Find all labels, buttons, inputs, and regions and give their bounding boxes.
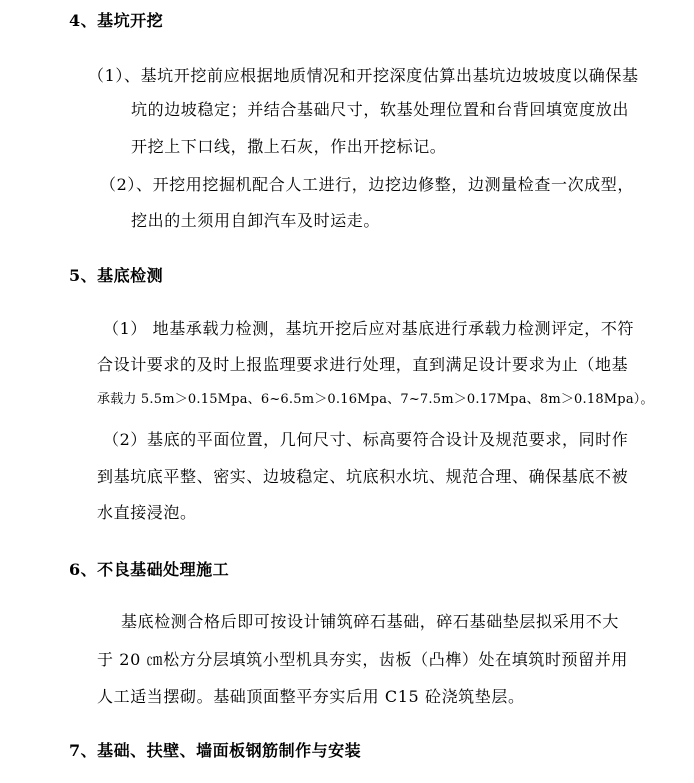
paragraph-line: 于 20 ㎝松方分层填筑小型机具夯实，齿板（凸榫）处在填筑时预留并用 — [97, 650, 628, 669]
paragraph-line: 水直接浸泡。 — [97, 503, 197, 522]
section-heading-5: 5、基底检测 — [69, 266, 164, 285]
paragraph-line: 到基坑底平整、密实、边坡稳定、坑底积水坑、规范合理、确保基底不被 — [97, 467, 629, 486]
paragraph-line: 人工适当摆砌。基础顶面整平夯实后用 C15 砼浇筑垫层。 — [97, 687, 525, 706]
paragraph-line: （2）、开挖用挖掘机配合人工进行，边挖边修整，边测量检查一次成型， — [100, 175, 634, 194]
paragraph-line: （1）、基坑开挖前应根据地质情况和开挖深度估算出基坑边坡坡度以确保基 — [88, 66, 639, 85]
section-heading-6: 6、不良基础处理施工 — [69, 560, 230, 579]
paragraph-line: 合设计要求的及时上报监理要求进行处理，直到满足设计要求为止（地基 — [97, 355, 629, 374]
paragraph-line: （1） 地基承载力检测，基坑开挖后应对基底进行承载力检测评定，不符 — [103, 319, 635, 338]
paragraph-line: （2）基底的平面位置，几何尺寸、标高要符合设计及规范要求，同时作 — [103, 430, 629, 449]
paragraph-line: 承载力 5.5m＞0.15Mpa、6~6.5m＞0.16Mpa、7~7.5m＞0.17Mpa、8m＞0.18Mpa）。 — [97, 392, 654, 407]
section-heading-4: 4、基坑开挖 — [69, 11, 164, 30]
paragraph-line: 挖出的土须用自卸汽车及时运走。 — [131, 211, 381, 230]
paragraph-line: 基底检测合格后即可按设计铺筑碎石基础，碎石基础垫层拟采用不大 — [121, 612, 620, 631]
section-heading-7: 7、基础、扶壁、墙面板钢筋制作与安装 — [69, 741, 362, 760]
paragraph-line: 坑的边坡稳定；并结合基础尺寸，软基处理位置和台背回填宽度放出 — [131, 100, 630, 119]
paragraph-line: 开挖上下口线，撒上石灰，作出开挖标记。 — [131, 137, 447, 156]
